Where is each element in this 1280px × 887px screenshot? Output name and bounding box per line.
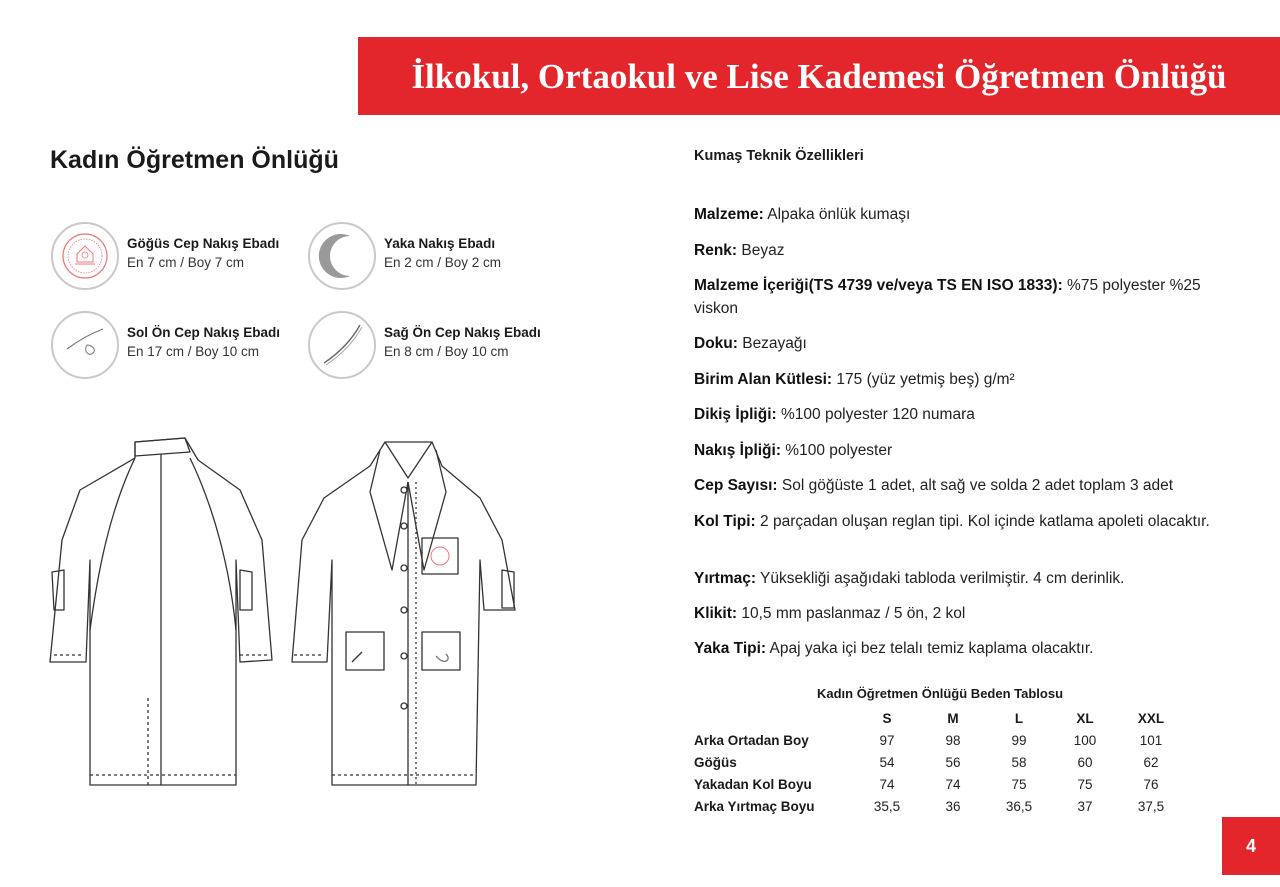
spec-value: Sol göğüste 1 adet, alt sağ ve solda 2 adet toplam 3 adet [777, 477, 1174, 494]
spec-item [694, 637, 1234, 660]
row-label: Arka Ortadan Boy [694, 732, 809, 748]
size-column-header: XXL [1137, 711, 1165, 726]
spec-key: Doku: [694, 335, 738, 352]
table-cell: 60 [1077, 754, 1093, 770]
table-row [694, 751, 1184, 773]
embroidery-label: Göğüs Cep Nakış Ebadı [127, 236, 280, 251]
spec-value: 10,5 mm paslanmaz / 5 ön, 2 kol [737, 605, 966, 622]
spec-key: Malzeme İçeriği(TS 4739 ve/veya TS EN ISO 1833): [694, 277, 1063, 294]
stitch-curve-icon [308, 311, 376, 379]
spec-value: %100 polyester 120 numara [776, 406, 975, 423]
embroidery-label: Sol Ön Cep Nakış Ebadı [127, 325, 281, 340]
spec-key: Renk: [694, 242, 738, 259]
spec-key: Dikiş İpliği: [694, 406, 777, 423]
size-column-header: S [882, 711, 892, 726]
size-table [694, 708, 1184, 817]
spec-key: Cep Sayısı: [694, 477, 778, 494]
spec-item [694, 403, 1234, 426]
size-table-header [694, 708, 1184, 729]
emblem-seal-icon [51, 222, 119, 290]
table-cell: 36 [945, 798, 961, 814]
spec-item [694, 274, 1234, 320]
table-cell: 75 [1077, 776, 1093, 792]
coat-technical-drawing [40, 430, 540, 800]
spec-item [694, 474, 1234, 497]
size-table-title: Kadın Öğretmen Önlüğü Beden Tablosu [816, 686, 1064, 701]
embroidery-size: En 2 cm / Boy 2 cm [384, 255, 502, 270]
spec-value: %100 polyester [781, 442, 893, 459]
spec-item [694, 439, 1234, 462]
size-column-header: M [947, 711, 959, 726]
table-cell: 75 [1011, 776, 1027, 792]
spec-key: Yırtmaç: [694, 570, 757, 587]
table-cell: 74 [879, 776, 895, 792]
spec-key: Klikit: [694, 605, 738, 622]
page-title: İlkokul, Ortaokul ve Lise Kademesi Öğretmen Önlüğü [411, 57, 1227, 96]
row-label: Arka Yırtmaç Boyu [694, 798, 815, 814]
row-label: Göğüs [694, 754, 737, 770]
table-row [694, 729, 1184, 751]
spec-item [694, 239, 1234, 262]
table-cell: 36,5 [1005, 798, 1033, 814]
table-cell: 58 [1011, 754, 1027, 770]
spec-item [694, 567, 1234, 590]
spec-value: %75 polyester %25 viskon [694, 277, 1201, 317]
table-cell: 62 [1143, 754, 1159, 770]
spec-value: 175 (yüz yetmiş beş) g/m² [832, 371, 1015, 388]
spec-key: Yaka Tipi: [694, 640, 767, 657]
table-cell: 99 [1011, 732, 1027, 748]
spec-value: Alpaka önlük kumaşı [763, 206, 911, 223]
crescent-icon [308, 222, 376, 290]
coat-front-view [292, 442, 515, 785]
spec-item [694, 602, 1234, 625]
spec-value: Beyaz [737, 242, 785, 259]
size-column-header: L [1014, 711, 1024, 726]
table-cell: 35,5 [873, 798, 901, 814]
table-cell: 100 [1073, 732, 1097, 748]
table-row [694, 795, 1184, 817]
spec-value: Apaj yaka içi bez telalı temiz kaplama olacaktır. [766, 640, 1094, 657]
table-cell: 56 [945, 754, 961, 770]
table-cell: 37,5 [1137, 798, 1165, 814]
header-banner [358, 37, 1280, 115]
table-cell: 101 [1139, 732, 1163, 748]
embroidery-label: Sağ Ön Cep Nakış Ebadı [384, 325, 541, 340]
fabric-specs-heading: Kumaş Teknik Özellikleri [694, 148, 864, 164]
spec-key: Birim Alan Kütlesi: [694, 371, 833, 388]
coat-back-view [50, 438, 272, 785]
spec-item [694, 368, 1234, 391]
embroidery-size: En 7 cm / Boy 7 cm [127, 255, 245, 270]
table-cell: 37 [1077, 798, 1093, 814]
size-column-header: XL [1076, 711, 1094, 726]
spec-item [694, 203, 1234, 226]
embroidery-size: En 17 cm / Boy 10 cm [127, 344, 260, 359]
spec-key: Nakış İpliği: [694, 442, 781, 459]
table-cell: 98 [945, 732, 961, 748]
embroidery-label: Yaka Nakış Ebadı [384, 236, 496, 251]
size-table-corner [694, 708, 854, 729]
spec-key: Kol Tipi: [694, 513, 756, 530]
table-row [694, 773, 1184, 795]
embroidery-size: En 8 cm / Boy 10 cm [384, 344, 509, 359]
section-title: Kadın Öğretmen Önlüğü [50, 146, 339, 174]
page-number: 4 [1222, 817, 1280, 875]
spec-value: 2 parçadan oluşan reglan tipi. Kol içinde katlama apoleti olacaktır. [755, 513, 1210, 530]
spec-value: Yüksekliği aşağıdaki tabloda verilmiştir. 4 cm derinlik. [756, 570, 1125, 587]
row-label: Yakadan Kol Boyu [694, 776, 812, 792]
table-cell: 54 [879, 754, 895, 770]
spec-key: Malzeme: [694, 206, 764, 223]
spec-item [694, 332, 1234, 355]
stitch-line-icon [51, 311, 119, 379]
spec-value: Bezayağı [737, 335, 807, 352]
table-cell: 97 [879, 732, 895, 748]
spec-item [694, 510, 1234, 533]
table-cell: 76 [1143, 776, 1159, 792]
table-cell: 74 [945, 776, 961, 792]
